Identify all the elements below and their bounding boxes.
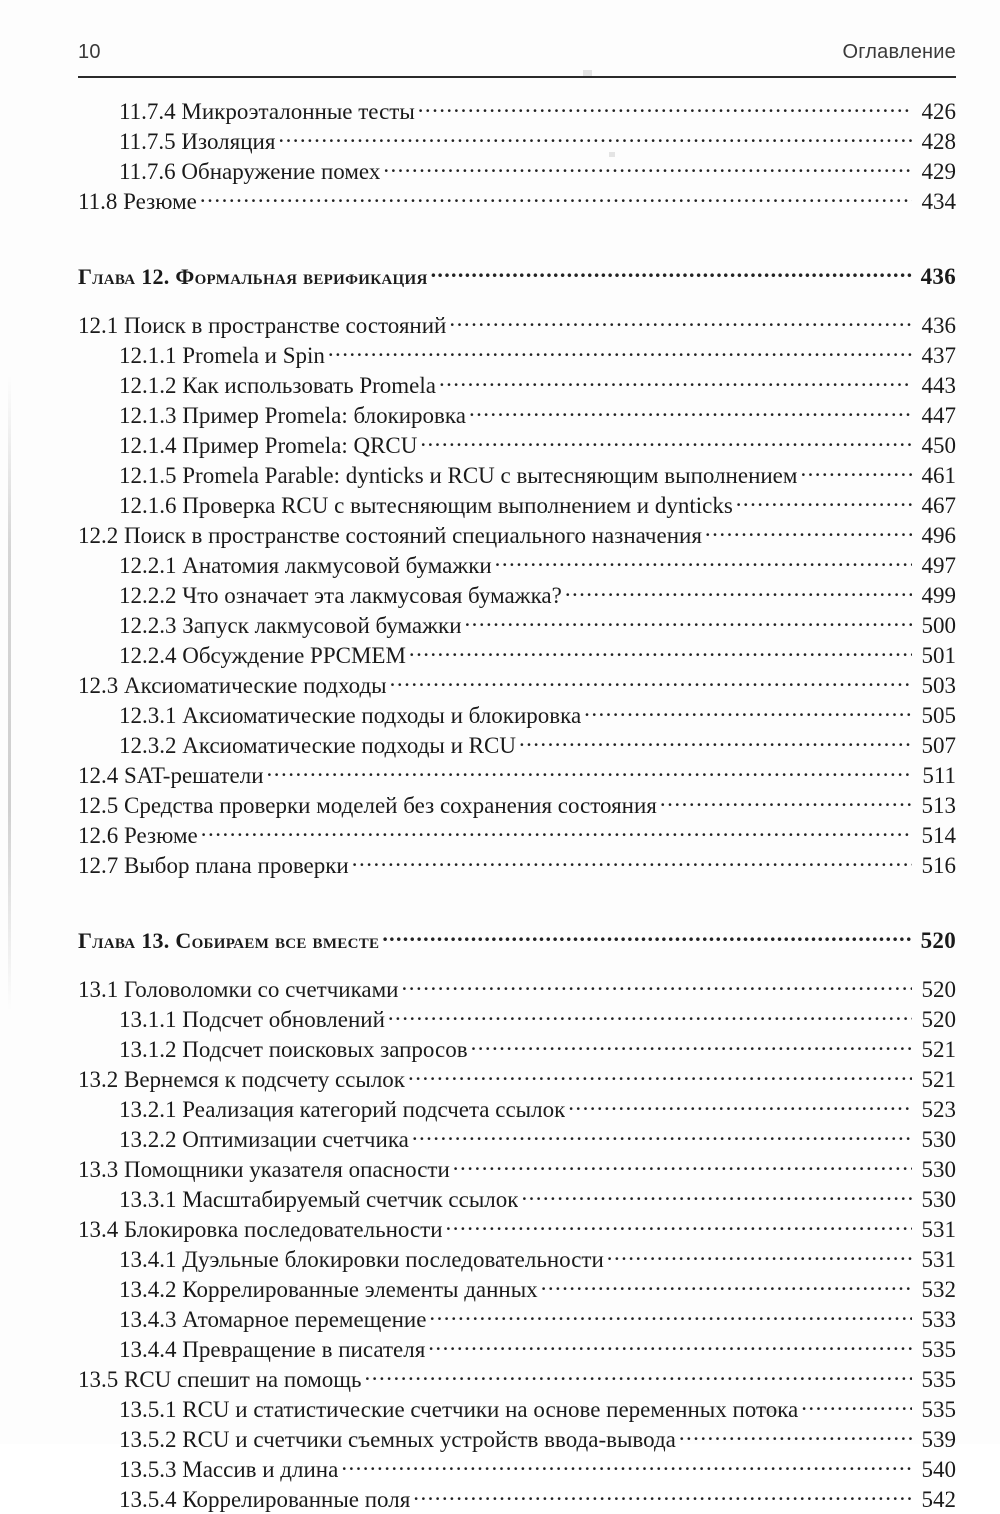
toc-entry-page-number: 436 [920, 264, 956, 289]
toc-entry-label: 12.1.2 Как использовать Promela [119, 373, 436, 398]
toc-entry[interactable] [119, 400, 956, 430]
toc-entry-label: 13.2.2 Оптимизации счетчика [119, 1127, 409, 1152]
toc-dot-leader [521, 1184, 912, 1207]
toc-entry-page-number: 426 [921, 99, 956, 124]
toc-entry[interactable] [78, 1154, 956, 1184]
toc-chapter-entry[interactable] [78, 262, 956, 296]
toc-entry[interactable] [119, 610, 956, 640]
toc-entry[interactable] [78, 850, 956, 880]
toc-dot-leader [800, 460, 912, 483]
toc-dot-leader [401, 974, 912, 997]
toc-chapter-gap-before [78, 880, 956, 926]
toc-entry-label: 12.1.4 Пример Promela: QRCU [119, 433, 418, 458]
toc-entry-page-number: 520 [921, 1007, 956, 1032]
toc-entry[interactable] [119, 700, 956, 730]
toc-entry-page-number: 535 [921, 1397, 956, 1422]
toc-entry-label: 13.3 Помощники указателя опасности [78, 1157, 450, 1182]
toc-entry-page-number: 467 [921, 493, 956, 518]
toc-dot-leader [439, 370, 912, 393]
toc-entry-page-number: 450 [921, 433, 956, 458]
toc-dot-leader [519, 730, 912, 753]
toc-entry-label: 13.2.1 Реализация категорий подсчета ссылок [119, 1097, 566, 1122]
toc-chapter-entry[interactable] [78, 926, 956, 960]
toc-entry[interactable] [119, 550, 956, 580]
toc-entry-label: Глава 13. Собираем все вместе [78, 928, 380, 953]
toc-entry-label: 11.8 Резюме [78, 189, 197, 214]
toc-entry-label: 13.1.1 Подсчет обновлений [119, 1007, 385, 1032]
toc-entry-page-number: 443 [921, 373, 956, 398]
toc-entry-label: 13.5 RCU спешит на помощь [78, 1367, 362, 1392]
toc-group-chapter-11-tail [78, 96, 956, 216]
toc-dot-leader [388, 1004, 912, 1027]
toc-entry-label: 12.1.3 Пример Promela: блокировка [119, 403, 466, 428]
toc-entry-page-number: 531 [921, 1247, 956, 1272]
toc-entry[interactable] [119, 1184, 956, 1214]
running-header-caption: Оглавление [842, 41, 956, 63]
toc-chapter-gap-after [78, 960, 956, 974]
toc-entry-label: 13.3.1 Масштабируемый счетчик ссылок [119, 1187, 519, 1212]
toc-entry[interactable] [78, 310, 956, 340]
toc-entry-label: 12.1.5 Promela Parable: dynticks и RCU с вытесняющим выполнением [119, 463, 798, 488]
toc-entry-page-number: 516 [921, 853, 956, 878]
toc-dot-leader [801, 1394, 912, 1417]
toc-dot-leader [471, 1034, 912, 1057]
toc-entry-label: 12.2 Поиск в пространстве состояний специального назначения [78, 523, 702, 548]
toc-entry[interactable] [119, 580, 956, 610]
toc-entry[interactable] [119, 430, 956, 460]
toc-entry[interactable] [119, 640, 956, 670]
toc-dot-leader [584, 700, 912, 723]
page-folio-number: 10 [78, 41, 101, 63]
toc-entry-page-number: 436 [921, 313, 956, 338]
toc-chapter-gap-before [78, 216, 956, 262]
toc-entry-label: 12.4 SAT-решатели [78, 763, 264, 788]
toc-entry-page-number: 521 [921, 1067, 956, 1092]
toc-entry-label: 13.4.1 Дуэльные блокировки последовательности [119, 1247, 604, 1272]
toc-dot-leader [328, 340, 912, 363]
toc-entry-label: 12.6 Резюме [78, 823, 198, 848]
toc-entry-page-number: 530 [921, 1127, 956, 1152]
toc-dot-leader [420, 430, 912, 453]
toc-chapter-gap-after [78, 296, 956, 310]
toc-entry[interactable] [78, 974, 956, 1004]
toc-entry-label: 11.7.4 Микроэталонные тесты [119, 99, 415, 124]
toc-entry[interactable] [119, 1334, 956, 1364]
toc-dot-leader [541, 1274, 912, 1297]
toc-entry-label: 13.5.1 RCU и статистические счетчики на основе переменных потока [119, 1397, 799, 1422]
toc-group-chapter-13 [78, 880, 956, 1514]
toc-entry-label: 13.5.2 RCU и счетчики съемных устройств ввода-вывода [119, 1427, 676, 1452]
toc-entry-page-number: 500 [921, 613, 956, 638]
toc-entry-label: 12.1.6 Проверка RCU с вытесняющим выполнением и dynticks [119, 493, 733, 518]
toc-entry[interactable] [119, 460, 956, 490]
toc-entry[interactable] [119, 490, 956, 520]
toc-entry[interactable] [119, 1244, 956, 1274]
toc-entry-label: 13.4.2 Коррелированные элементы данных [119, 1277, 538, 1302]
toc-entry[interactable] [119, 730, 956, 760]
toc-dot-leader [660, 790, 912, 813]
toc-entry-page-number: 499 [921, 583, 956, 608]
toc-dot-leader [418, 96, 912, 119]
toc-entry[interactable] [78, 1364, 956, 1394]
toc-entry-page-number: 461 [921, 463, 956, 488]
toc-entry[interactable] [119, 156, 956, 186]
toc-entry[interactable] [119, 1394, 956, 1424]
toc-dot-leader [409, 640, 912, 663]
toc-group-chapter-12 [78, 216, 956, 880]
toc-entry-label: 12.7 Выбор плана проверки [78, 853, 349, 878]
toc-entry[interactable] [78, 820, 956, 850]
toc-entry-label: 11.7.5 Изоляция [119, 129, 276, 154]
toc-entry-label: 13.2 Вернемся к подсчету ссылок [78, 1067, 405, 1092]
toc-dot-leader [465, 610, 912, 633]
toc-dot-leader [428, 1334, 912, 1357]
toc-entry-label: 12.2.1 Анатомия лакмусовой бумажки [119, 553, 492, 578]
toc-dot-leader [453, 1154, 912, 1177]
toc-dot-leader [201, 820, 912, 843]
toc-entry-page-number: 447 [921, 403, 956, 428]
toc-entry[interactable] [119, 96, 956, 126]
toc-entry-page-number: 507 [921, 733, 956, 758]
toc-entry-page-number: 520 [921, 977, 956, 1002]
toc-entry-label: 13.5.3 Массив и длина [119, 1457, 339, 1482]
toc-entry-page-number: 503 [921, 673, 956, 698]
toc-entry-page-number: 523 [921, 1097, 956, 1122]
toc-entry-page-number: 505 [921, 703, 956, 728]
toc-entry-page-number: 514 [921, 823, 956, 848]
toc-entry-label: 13.1 Головоломки со счетчиками [78, 977, 399, 1002]
toc-entry-page-number: 531 [921, 1217, 956, 1242]
toc-entry-label: 12.2.3 Запуск лакмусовой бумажки [119, 613, 462, 638]
toc-entry-label: 13.4.3 Атомарное перемещение [119, 1307, 427, 1332]
toc-entry[interactable] [78, 520, 956, 550]
toc-dot-leader [412, 1124, 912, 1147]
toc-dot-leader [408, 1064, 912, 1087]
toc-dot-leader [364, 1364, 912, 1387]
toc-entry-label: 12.3 Аксиоматические подходы [78, 673, 387, 698]
toc-entry[interactable] [119, 340, 956, 370]
toc-entry-page-number: 513 [921, 793, 956, 818]
toc-entry[interactable] [119, 1004, 956, 1034]
toc-entry-page-number: 520 [920, 928, 956, 953]
toc-entry-label: Глава 12. Формальная верификация [78, 264, 428, 289]
toc-entry-page-number: 539 [921, 1427, 956, 1452]
toc-entry-label: 12.2.2 Что означает эта лакмусовая бумажка? [119, 583, 562, 608]
running-header [78, 42, 956, 62]
toc-entry[interactable] [119, 1034, 956, 1064]
toc-entry-page-number: 434 [921, 189, 956, 214]
toc-entry-label: 13.4.4 Превращение в писателя [119, 1337, 426, 1362]
toc-entry-page-number: 540 [921, 1457, 956, 1482]
toc-entry-page-number: 535 [921, 1367, 956, 1392]
toc-entry-label: 13.5.4 Коррелированные поля [119, 1487, 411, 1512]
toc-dot-leader [382, 926, 912, 948]
toc-entry-page-number: 429 [921, 159, 956, 184]
toc-entry[interactable] [78, 790, 956, 820]
toc-entry-page-number: 533 [921, 1307, 956, 1332]
toc-entry-label: 12.3.2 Аксиоматические подходы и RCU [119, 733, 516, 758]
toc-entry-label: 13.1.2 Подсчет поисковых запросов [119, 1037, 468, 1062]
toc-dot-leader [383, 156, 912, 179]
toc-entry[interactable] [78, 1214, 956, 1244]
toc-entry[interactable] [78, 670, 956, 700]
toc-dot-leader [607, 1244, 912, 1267]
toc-entry-page-number: 535 [921, 1337, 956, 1362]
toc-entry-label: 12.2.4 Обсуждение PPCMEM [119, 643, 406, 668]
toc-entry[interactable] [78, 1064, 956, 1094]
toc-dot-leader [267, 760, 912, 783]
toc-dot-leader [341, 1454, 912, 1477]
toc-entry-page-number: 530 [921, 1187, 956, 1212]
toc-entry[interactable] [119, 1124, 956, 1154]
toc-dot-leader [449, 310, 912, 333]
toc-entry-page-number: 521 [921, 1037, 956, 1062]
toc-entry[interactable] [119, 1424, 956, 1454]
toc-dot-leader [352, 850, 912, 873]
toc-entry[interactable] [119, 126, 956, 156]
toc-entry-page-number: 511 [922, 763, 956, 788]
toc-entry-page-number: 496 [921, 523, 956, 548]
toc-entry-label: 12.1 Поиск в пространстве состояний [78, 313, 447, 338]
toc-entry[interactable] [119, 1274, 956, 1304]
toc-entry[interactable] [119, 1094, 956, 1124]
toc-entry[interactable] [119, 1484, 956, 1514]
toc-dot-leader [431, 262, 912, 284]
table-of-contents [78, 96, 956, 1514]
toc-entry-page-number: 501 [921, 643, 956, 668]
toc-entry[interactable] [119, 1454, 956, 1484]
toc-dot-leader [278, 126, 912, 149]
toc-entry[interactable] [78, 760, 956, 790]
toc-dot-leader [446, 1214, 912, 1237]
toc-dot-leader [705, 520, 912, 543]
toc-entry-label: 12.1.1 Promela и Spin [119, 343, 325, 368]
header-divider-rule [78, 76, 956, 78]
toc-entry-page-number: 542 [921, 1487, 956, 1512]
toc-dot-leader [568, 1094, 912, 1117]
toc-dot-leader [390, 670, 912, 693]
toc-dot-leader [736, 490, 912, 513]
toc-entry-page-number: 497 [921, 553, 956, 578]
toc-dot-leader [200, 186, 912, 209]
toc-entry-label: 12.3.1 Аксиоматические подходы и блокировка [119, 703, 582, 728]
toc-entry-page-number: 530 [921, 1157, 956, 1182]
toc-dot-leader [413, 1484, 912, 1507]
toc-dot-leader [429, 1304, 912, 1327]
toc-entry[interactable] [119, 370, 956, 400]
toc-entry[interactable] [78, 186, 956, 216]
toc-entry-label: 11.7.6 Обнаружение помех [119, 159, 381, 184]
toc-entry-page-number: 437 [921, 343, 956, 368]
toc-entry-label: 12.5 Средства проверки моделей без сохранения состояния [78, 793, 657, 818]
toc-entry-page-number: 428 [921, 129, 956, 154]
toc-entry-page-number: 532 [921, 1277, 956, 1302]
toc-dot-leader [495, 550, 912, 573]
toc-entry[interactable] [119, 1304, 956, 1334]
toc-dot-leader [469, 400, 912, 423]
toc-entry-label: 13.4 Блокировка последовательности [78, 1217, 443, 1242]
toc-dot-leader [565, 580, 912, 603]
